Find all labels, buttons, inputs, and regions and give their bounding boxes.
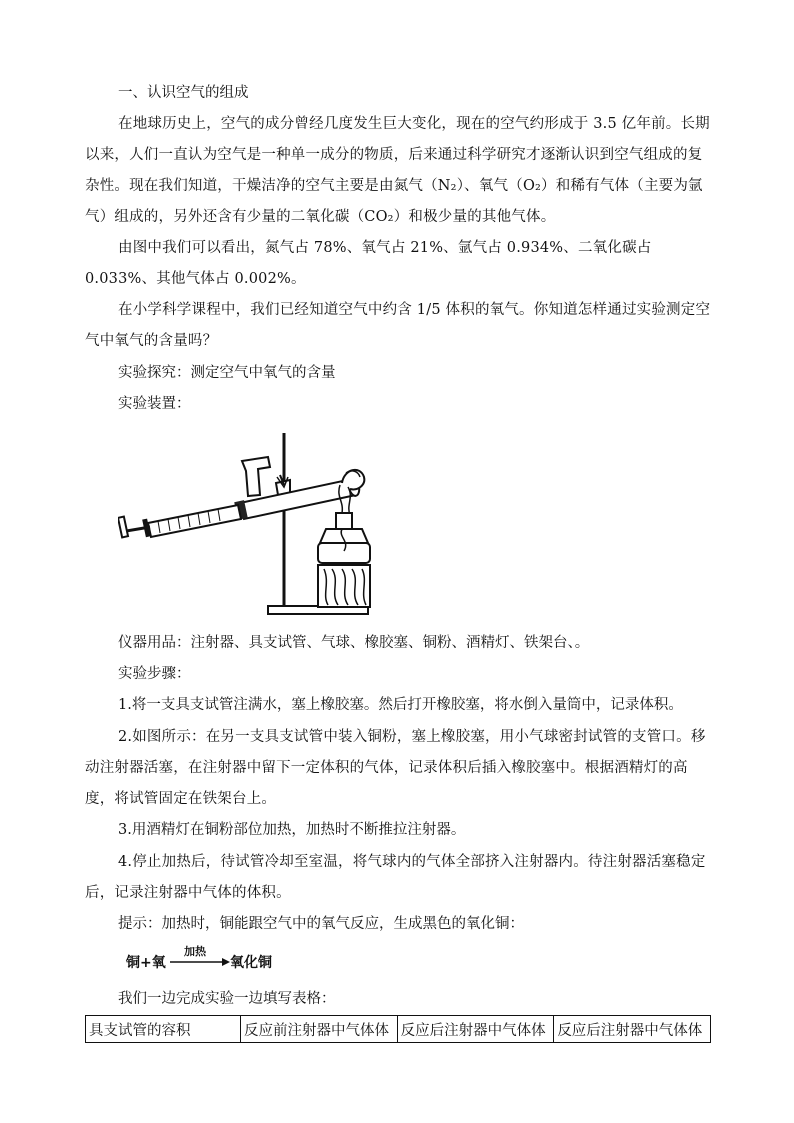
step-4: 4.停止加热后，待试管冷却至室温，将气球内的气体全部挤入注射器内。待注射器活塞稳定后，记录注射器中气体的体积。 bbox=[85, 854, 706, 901]
syringe-icon bbox=[118, 505, 241, 537]
table-header-cell: 反应前注射器中气体体 bbox=[241, 1016, 398, 1043]
reaction-condition: 加热 bbox=[184, 945, 206, 958]
steps-label: 实验步骤： bbox=[118, 666, 191, 682]
reaction-reactants: 铜+氧 bbox=[126, 955, 166, 971]
table-header-cell: 具支试管的容积 bbox=[86, 1016, 241, 1043]
paragraph-oxygen-question: 在小学科学课程中，我们已经知道空气中约含 1/5 体积的氧气。你知道怎样通过实验测定空气中氧气的含量吗？ bbox=[85, 302, 711, 349]
apparatus-label: 实验装置： bbox=[118, 396, 191, 412]
clamp-icon bbox=[242, 457, 270, 496]
section-heading: 一、认识空气的组成 bbox=[118, 85, 249, 101]
table-header-cell: 反应后注射器中气体体 bbox=[397, 1016, 554, 1043]
reaction-equation bbox=[126, 946, 286, 974]
step-3: 3.用酒精灯在铜粉部位加热，加热时不断推拉注射器。 bbox=[118, 822, 466, 838]
table-intro: 我们一边完成实验一边填写表格： bbox=[118, 991, 336, 1007]
apparatus-illustration bbox=[118, 425, 380, 623]
table-header-row bbox=[86, 1016, 711, 1043]
reaction-product: 氧化铜 bbox=[230, 955, 272, 971]
hint-line: 提示：加热时，铜能跟空气中的氧气反应，生成黑色的氧化铜： bbox=[118, 916, 524, 932]
reaction-arrow-icon bbox=[170, 956, 230, 966]
paragraph-air-composition: 由图中我们可以看出，氮气占 78%、氧气占 21%、氩气占 0.934%、二氧化碳占 0.033%、其他气体占 0.002%。 bbox=[85, 240, 652, 287]
step-1: 1.将一支具支试管注满水，塞上橡胶塞。然后打开橡胶塞，将水倒入量筒中，记录体积。 bbox=[118, 697, 683, 713]
table-header-cell: 反应后注射器中气体体 bbox=[554, 1016, 711, 1043]
data-table bbox=[85, 1015, 711, 1043]
paragraph-air-history: 在地球历史上，空气的成分曾经几度发生巨大变化，现在的空气约形成于 3.5 亿年前。长期以来，人们一直认为空气是一种单一成分的物质，后来通过科学研究才逐渐认识到空气组成的复杂性。现在我们知道，干燥洁净的空气主要是由氮气（N₂）、氧气（O₂）和稀有气体（主要为氩气）组成的，另外还含有少量的二氧化碳（CO₂）和极少量的其他气体。 bbox=[85, 116, 710, 225]
wood-block-icon bbox=[318, 565, 370, 607]
experiment-title: 实验探究：测定空气中氧气的含量 bbox=[118, 365, 336, 381]
instruments-line: 仪器用品：注射器、具支试管、气球、橡胶塞、铜粉、酒精灯、铁架台、。 bbox=[118, 635, 590, 651]
step-2: 2.如图所示：在另一支具支试管中装入铜粉，塞上橡胶塞，用小气球密封试管的支管口。移动注射器活塞，在注射器中留下一定体积的气体，记录体积后插入橡胶塞中。根据酒精灯的高度，将试管固定在铁架台上。 bbox=[85, 729, 706, 807]
